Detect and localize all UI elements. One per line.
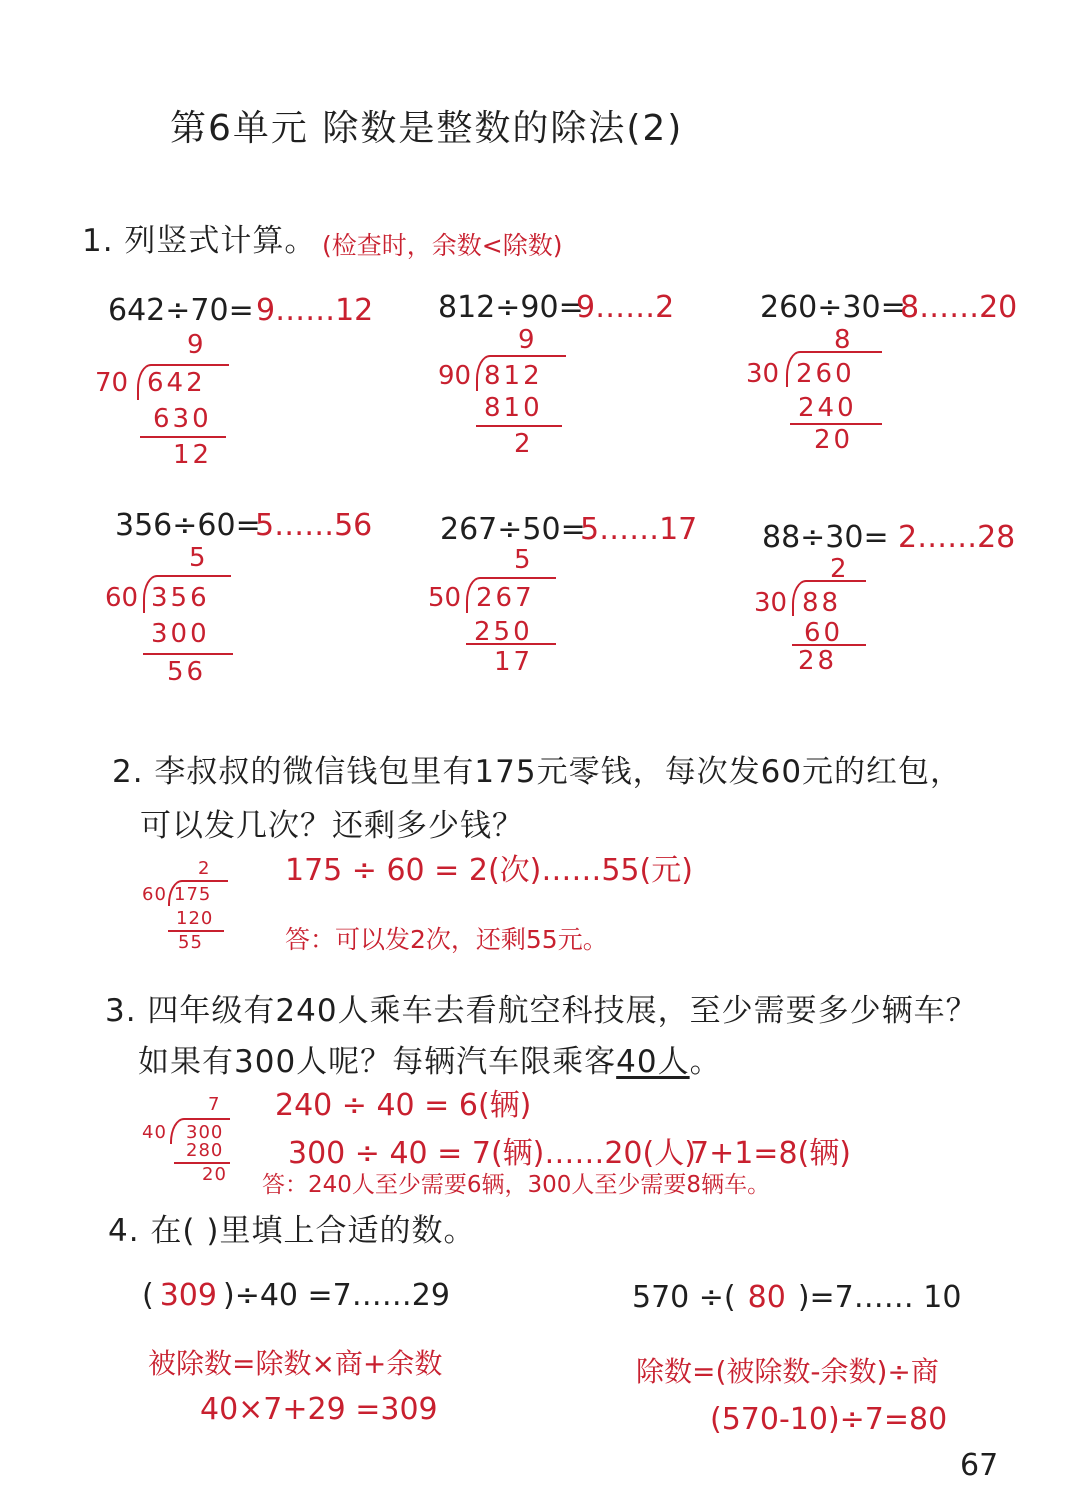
divisor: 40 bbox=[142, 1122, 167, 1143]
q1-long-division-3 bbox=[746, 325, 896, 455]
remainder: 56 bbox=[167, 657, 207, 687]
q2-equation: 175 ÷ 60 = 2(次)……55(元) bbox=[285, 853, 693, 888]
q1-answer-2: 9……2 bbox=[576, 290, 675, 325]
q1-answer-6: 2……28 bbox=[898, 520, 1016, 555]
q1-long-division-1 bbox=[95, 330, 245, 470]
q2-long-division bbox=[142, 858, 242, 958]
product: 60 bbox=[804, 618, 844, 648]
product: 630 bbox=[153, 404, 212, 434]
quotient: 9 bbox=[518, 325, 535, 355]
divisor: 90 bbox=[438, 361, 472, 391]
q3-long-division bbox=[142, 1094, 242, 1189]
page-title: 第6单元 除数是整数的除法(2) bbox=[170, 108, 684, 149]
product: 810 bbox=[484, 393, 543, 423]
product: 250 bbox=[474, 617, 533, 647]
quotient: 2 bbox=[198, 858, 211, 879]
divisor: 30 bbox=[754, 588, 788, 618]
product: 300 bbox=[151, 619, 210, 649]
q1-expr-5: 267÷50= bbox=[440, 512, 586, 547]
remainder: 20 bbox=[814, 425, 854, 455]
q4-left-blank-answer: 309 bbox=[159, 1278, 217, 1313]
product: 240 bbox=[798, 393, 857, 423]
remainder: 17 bbox=[494, 647, 534, 677]
q1-long-division-5 bbox=[428, 545, 568, 685]
q3-equation-1: 240 ÷ 40 = 6(辆) bbox=[275, 1088, 532, 1123]
q4-right-prefix: 570 ÷( bbox=[632, 1280, 736, 1315]
remainder: 12 bbox=[173, 440, 213, 470]
q4-right-equation bbox=[632, 1280, 961, 1315]
q3-text-line-2-prefix: 如果有300人呢？每辆汽车限乘客 bbox=[138, 1044, 617, 1080]
open-paren: ( bbox=[142, 1278, 154, 1313]
product: 280 bbox=[186, 1140, 224, 1161]
subtraction-line bbox=[140, 436, 226, 438]
q4-left-calc: 40×7+29 =309 bbox=[200, 1392, 438, 1427]
q3-equation-3: 7+1=8(辆) bbox=[690, 1136, 851, 1171]
quotient: 8 bbox=[834, 325, 851, 355]
divisor: 30 bbox=[746, 359, 780, 389]
dividend: 260 bbox=[796, 359, 855, 389]
page-number: 67 bbox=[960, 1448, 999, 1483]
q4-right-blank-answer: 80 bbox=[747, 1280, 786, 1315]
q3-text-line-2 bbox=[138, 1036, 722, 1081]
divisor: 70 bbox=[95, 368, 129, 398]
q3-text-line-1: 3. 四年级有240人乘车去看航空科技展，至少需要多少辆车？ bbox=[105, 993, 978, 1029]
subtraction-line bbox=[466, 643, 556, 645]
dividend: 175 bbox=[174, 884, 212, 905]
q4-left-equation-rest: )÷40 =7……29 bbox=[222, 1278, 450, 1313]
dividend: 88 bbox=[802, 588, 842, 618]
subtraction-line bbox=[476, 425, 562, 427]
divisor: 50 bbox=[428, 583, 462, 613]
q1-answer-1: 9……12 bbox=[256, 293, 374, 328]
q1-expr-6: 88÷30= bbox=[762, 520, 889, 555]
remainder: 2 bbox=[514, 429, 534, 459]
remainder: 55 bbox=[178, 932, 203, 953]
remainder: 28 bbox=[798, 646, 838, 676]
quotient: 5 bbox=[189, 543, 206, 573]
q1-expr-4: 356÷60= bbox=[115, 508, 261, 543]
q1-answer-3: 8……20 bbox=[900, 290, 1018, 325]
divisor: 60 bbox=[142, 884, 167, 905]
q1-long-division-6 bbox=[754, 554, 884, 684]
dividend: 267 bbox=[476, 583, 535, 613]
q4-right-equation-rest: )=7…… 10 bbox=[797, 1280, 962, 1315]
q2-answer: 答：可以发2次，还剩55元。 bbox=[285, 925, 608, 954]
remainder: 20 bbox=[202, 1164, 227, 1185]
q1-expr-1: 642÷70= bbox=[108, 293, 254, 328]
quotient: 5 bbox=[514, 545, 531, 575]
quotient: 2 bbox=[830, 554, 847, 584]
quotient: 7 bbox=[208, 1094, 221, 1115]
q4-left-equation bbox=[142, 1278, 450, 1313]
quotient: 9 bbox=[187, 330, 204, 360]
dividend: 356 bbox=[151, 583, 210, 613]
q3-capacity: 40人 bbox=[616, 1044, 690, 1080]
dividend: 300 bbox=[186, 1122, 224, 1143]
q3-equation-2: 300 ÷ 40 = 7(辆)……20(人) bbox=[288, 1136, 696, 1171]
q1-long-division-2 bbox=[438, 325, 578, 460]
q1-answer-5: 5……17 bbox=[580, 512, 698, 547]
subtraction-line bbox=[143, 653, 233, 655]
q1-label: 1. 列竖式计算。 bbox=[82, 223, 317, 259]
q4-right-rule: 除数=(被除数-余数)÷商 bbox=[636, 1355, 939, 1388]
q1-long-division-4 bbox=[105, 543, 245, 688]
q4-label: 4. 在( )里填上合适的数。 bbox=[108, 1213, 476, 1249]
dividend: 642 bbox=[147, 368, 206, 398]
q4-right-calc: (570-10)÷7=80 bbox=[710, 1402, 948, 1437]
q1-hint: (检查时，余数<除数) bbox=[322, 231, 563, 260]
q2-text-line-1: 2. 李叔叔的微信钱包里有175元零钱，每次发60元的红包， bbox=[112, 754, 963, 790]
q3-answer: 答：240人至少需要6辆，300人至少需要8辆车。 bbox=[262, 1172, 771, 1198]
q1-expr-3: 260÷30= bbox=[760, 290, 906, 325]
q1-answer-4: 5……56 bbox=[255, 508, 373, 543]
divisor: 60 bbox=[105, 583, 139, 613]
dividend: 812 bbox=[484, 361, 543, 391]
q4-left-rule: 被除数=除数×商+余数 bbox=[148, 1347, 443, 1380]
q3-text-line-2-suffix: 。 bbox=[689, 1044, 722, 1080]
q2-text-line-2: 可以发几次？还剩多少钱？ bbox=[140, 808, 524, 844]
product: 120 bbox=[176, 908, 214, 929]
q1-expr-2: 812÷90= bbox=[438, 290, 584, 325]
